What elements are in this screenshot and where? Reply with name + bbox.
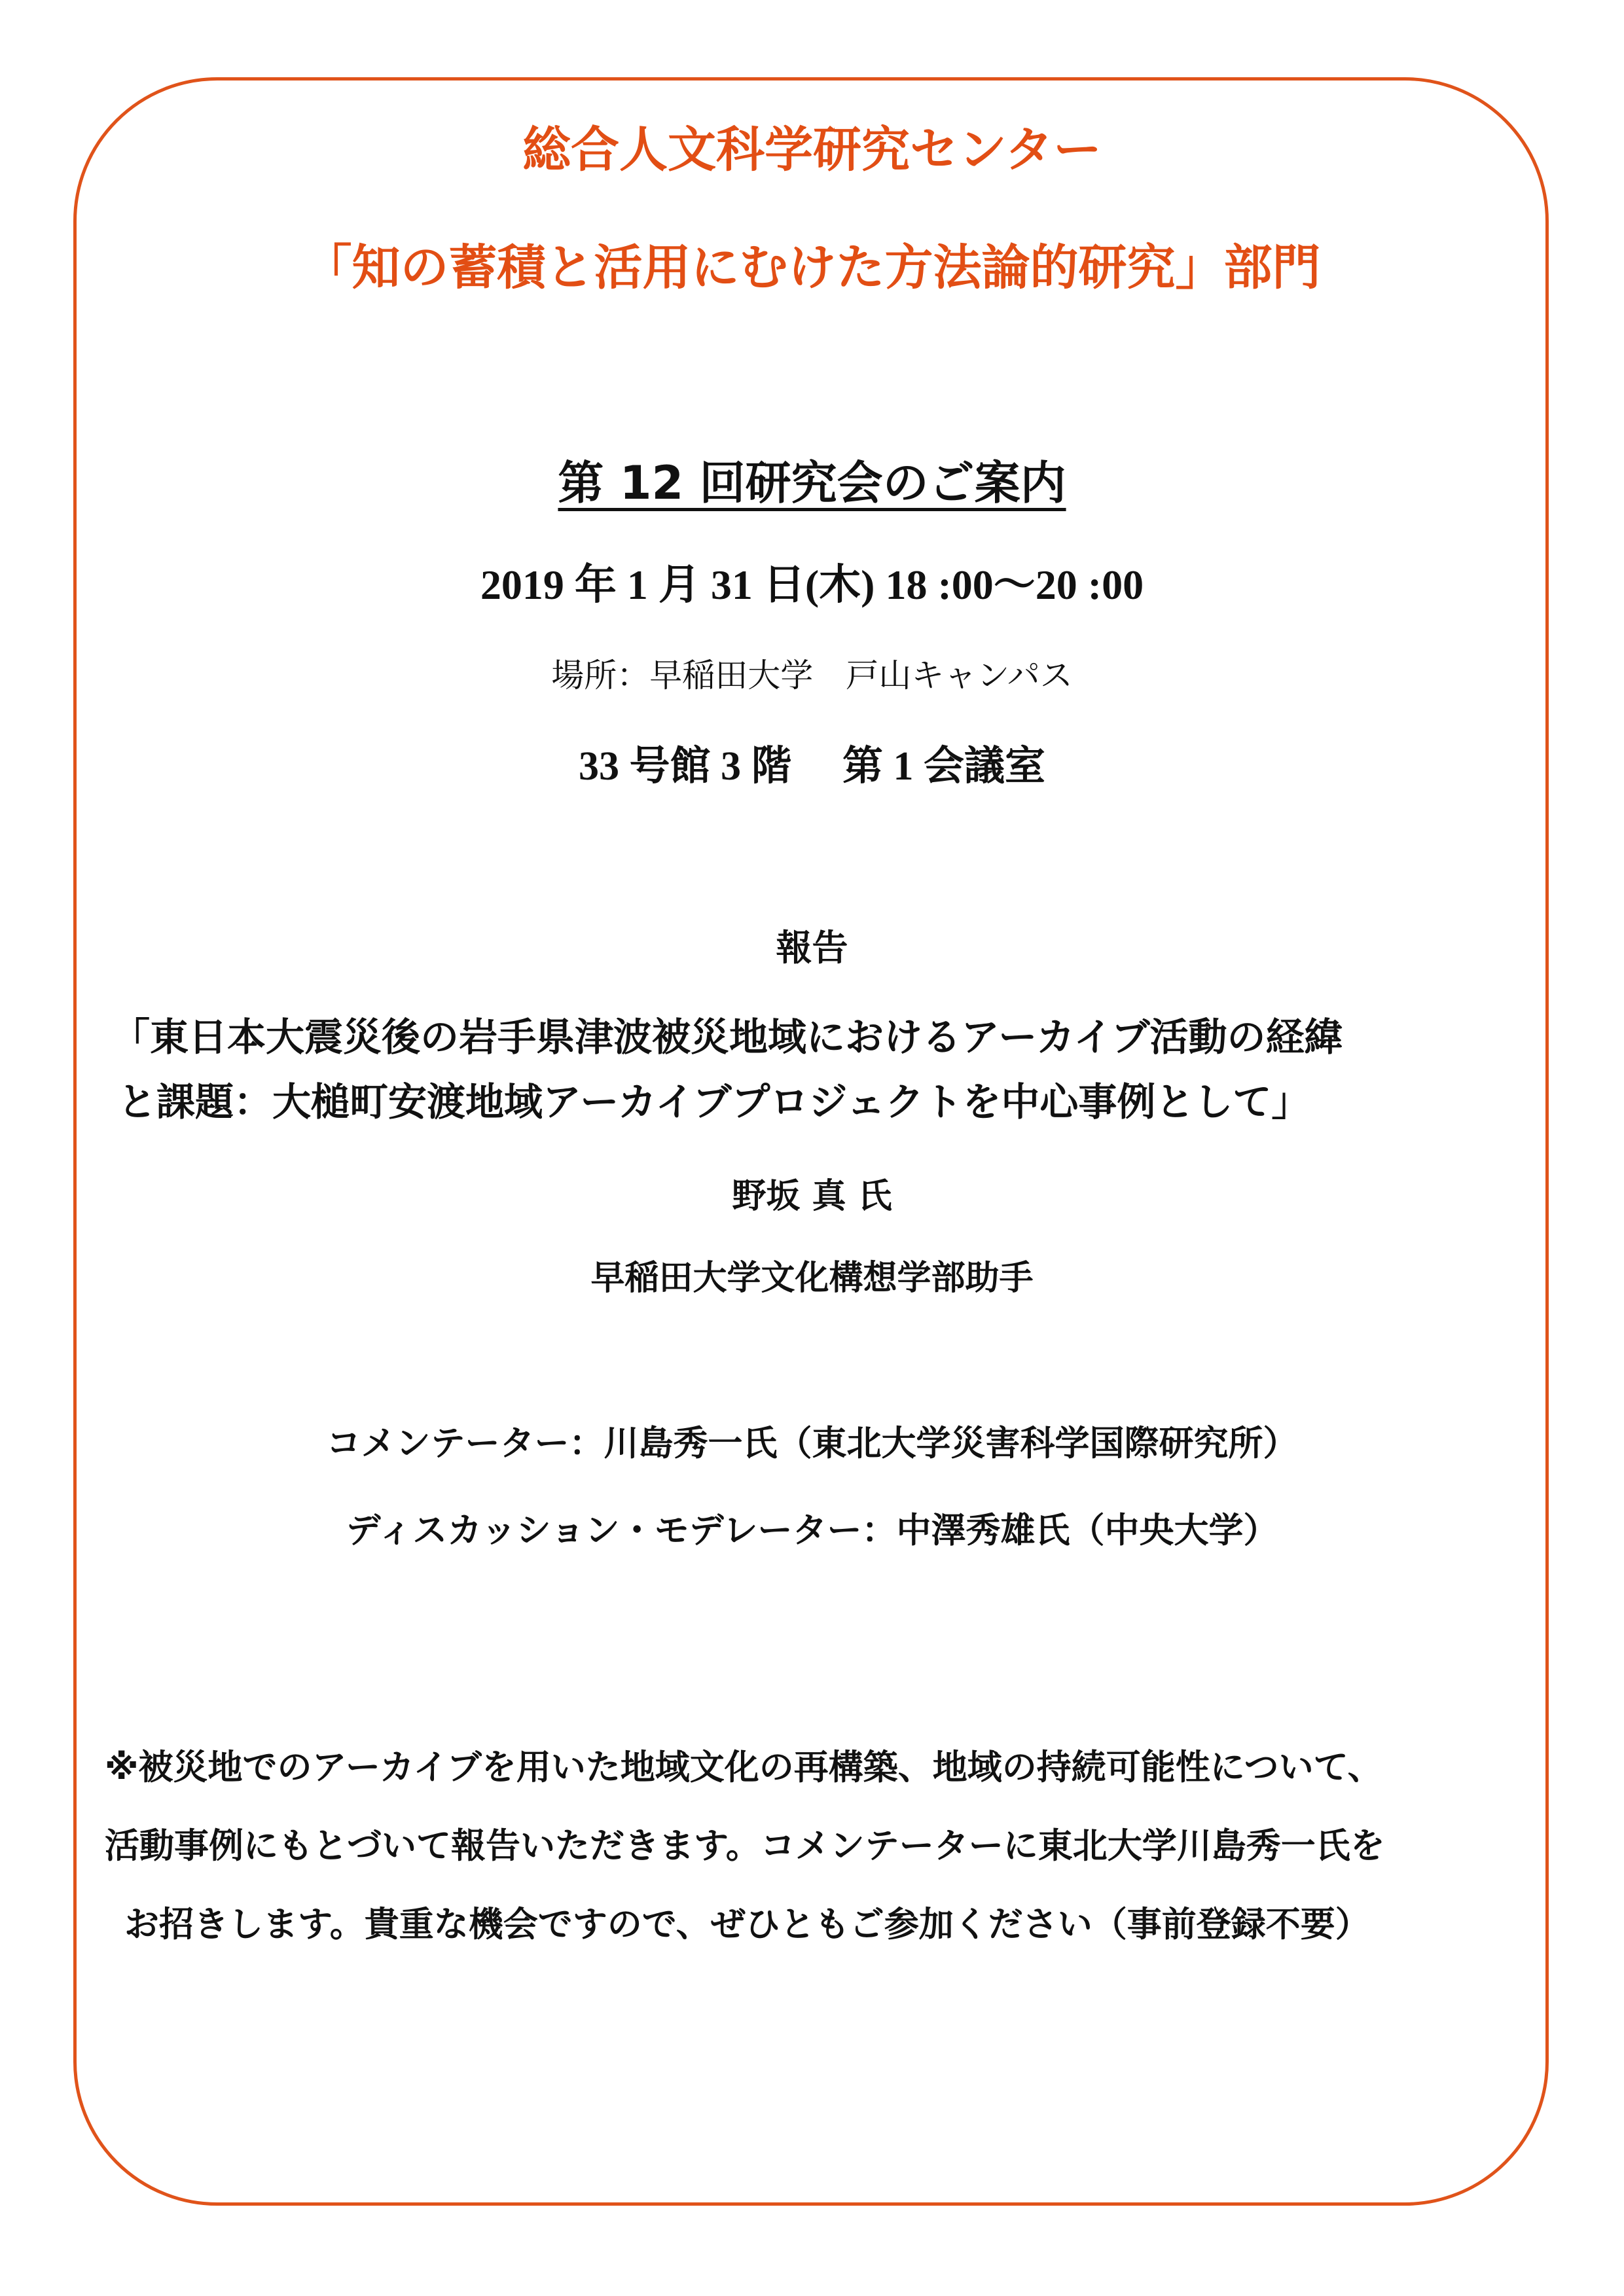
event-room: 33 号館 3 階 第 1 会議室 xyxy=(578,744,1045,789)
org-name: 総合人文科学研究センター xyxy=(522,122,1102,178)
speaker-affiliation: 早稲田大学文化構想学部助手 xyxy=(590,1259,1034,1298)
commentator: コメンテーター：川島秀一氏（東北大学災害科学国際研究所） xyxy=(326,1424,1298,1463)
note-line1: ※被災地でのアーカイブを用いた地域文化の再構築、地域の持続可能性について、 xyxy=(105,1748,1382,1787)
note-line3: お招きします。貴重な機会ですので、ぜひともご参加ください（事前登録不要） xyxy=(124,1905,1370,1945)
note-line2: 活動事例にもとづいて報告いただきます。コメンテーターに東北大学川島秀一氏を xyxy=(105,1826,1385,1866)
event-title xyxy=(0,446,1624,512)
rounded-border-frame xyxy=(73,77,1549,2206)
event-datetime: 2019 年 1 月 31 日(木) 18 :00〜20 :00 xyxy=(480,562,1144,608)
report-heading: 報告 xyxy=(776,927,848,969)
moderator: ディスカッション・モデレーター：中澤秀雄氏（中央大学） xyxy=(346,1511,1278,1551)
report-title-line1: 「東日本大震災後の岩手県津波被災地域におけるアーカイブ活動の経緯 xyxy=(111,1014,1343,1060)
division-name: 「知の蓄積と活用にむけた方法論的研究」部門 xyxy=(303,240,1321,296)
event-place: 場所：早稲田大学 戸山キャンパス xyxy=(551,656,1073,694)
report-title-line2: と課題：大槌町安渡地域アーカイブプロジェクトを中心事例として」 xyxy=(118,1079,1310,1124)
speaker-name: 野坂 真 氏 xyxy=(732,1177,892,1216)
event-title-text: 第 12 回研究会のご案内 xyxy=(558,456,1066,510)
